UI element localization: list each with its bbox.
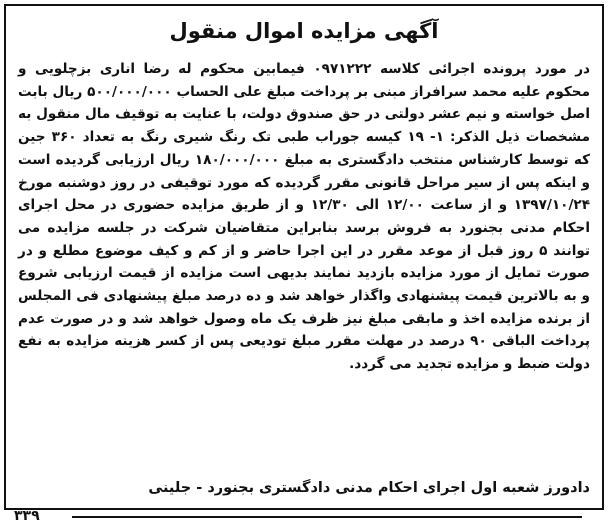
notice-frame: [4, 4, 604, 510]
notice-body-text: در مورد پرونده اجرائی کلاسه ۰۹۷۱۲۲۲ فیمابین محکوم له رضا اناری بزچلویی و محکوم علیه محمد سرافراز مبنی بر پرداخت مبلغ علی الحساب ۵۰۰/۰۰۰/۰۰۰ ریال بابت اصل خواسته و نیم عشر دولتی در حق صندوق دولت، با عنایت به توقیف مال منقول به مشخصات ذیل الذکر: ۱- ۱۹ کیسه جوراب طبی تک رنگ شیری رنگ به تعداد ۳۶۰ جین که توسط کارشناس منتخب دادگستری به مبلغ ۱۸۰/۰۰۰/۰۰۰ ریال ارزیابی گردیده است و اینکه پس از سیر مراحل قانونی مقرر گردیده که مورد توقیفی در روز دوشنبه مورخ ۱۳۹۷/۱۰/۲۴ و از ساعت ۱۲/۰۰ الی ۱۲/۳۰ و از طریق مزایده حضوری در محل اجرای احکام مدنی بجنورد به فروش برسد بنابراین متقاضیان شرکت در جلسه مزایده می توانند ۵ روز قبل از موعد مقرر در این اجرا حاضر و از کم و کیف موضوع مطلع و در صورت تمایل از مورد مزایده بازدید نمایند بدیهی است مزایده از قیمت ارزیابی شروع و به بالاترین قیمت پیشنهادی واگذار خواهد شد و ده درصد مبلغ پیشنهادی فی المجلس از برنده مزایده اخذ و مابقی مبلغ نیز ظرف یک ماه وصول خواهد شد و در صورت عدم پرداخت الباقی ۹۰ درصد در مهلت مقرر مبلغ تودیعی پس از کسر هزینه مزایده به نفع دولت ضبط و مزایده تجدید می گردد.: [18, 61, 591, 373]
notice-title: آگهی مزایده اموال منقول: [169, 19, 439, 43]
footer-rule: [72, 516, 582, 518]
notice-signature: دادورز شعبه اول اجرای احکام مدنی دادگستری بجنورد - جلینی: [148, 480, 590, 496]
notice-body: [18, 58, 590, 376]
footer-number: ۳۳۹: [14, 508, 40, 524]
